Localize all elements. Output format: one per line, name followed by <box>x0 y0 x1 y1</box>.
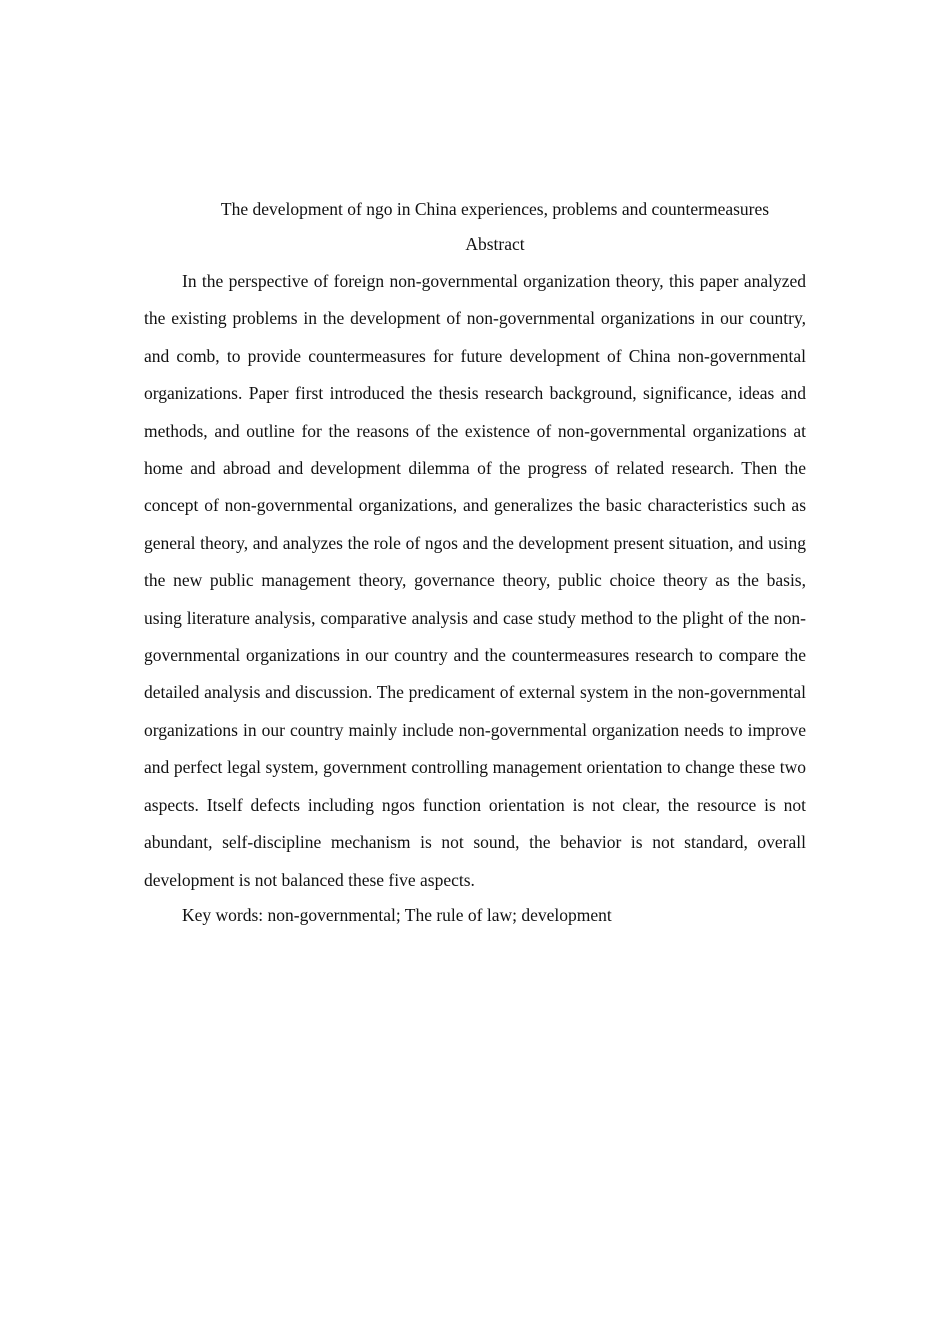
keywords-line: Key words: non-governmental; The rule of law; development <box>182 904 612 925</box>
document-title: The development of ngo in China experiences, problems and countermeasures <box>220 199 770 219</box>
abstract-heading: Abstract <box>465 234 525 254</box>
abstract-body: In the perspective of foreign non-governmental organization theory, this paper analyzed the existing problems in the development of non-governmental organizations in our country, and comb, to provide countermeasures for future development of China non-governmental organizations. Paper first introduced the thesis research background, significance, ideas and methods, and outline for the reasons of the existence of non-governmental organizations at home and abroad and development dilemma of the progress of related research. Then the concept of non-governmental organizations, and generalizes the basic characteristics such as general theory, and analyzes the role of ngos and the development present situation, and using the new public management theory, governance theory, public choice theory as the basis, using literature analysis, comparative analysis and case study method to the plight of the non-governmental organizations in our country and the countermeasures research to compare the detailed analysis and discussion. The predicament of external system in the non-governmental organizations in our country mainly include non-governmental organization needs to improve and perfect legal system, government controlling management orientation to change these two aspects. Itself defects including ngos function orientation is not clear, the resource is not abundant, self-discipline mechanism is not sound, the behavior is not standard, overall development is not balanced these five aspects. <box>144 271 806 890</box>
document-content <box>144 193 806 931</box>
